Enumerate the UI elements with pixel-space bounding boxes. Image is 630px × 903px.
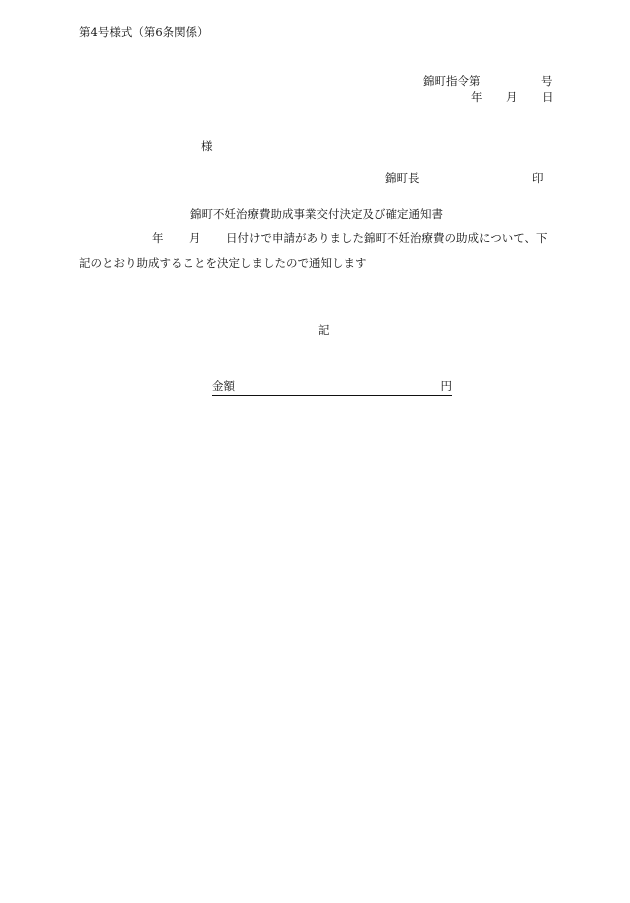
body-text-line-2: 記のとおり助成することを決定しましたので通知します (79, 256, 367, 270)
amount-unit: 円 (440, 379, 452, 393)
date-month: 月 (506, 90, 518, 104)
reference-suffix: 号 (541, 74, 553, 88)
date-year: 年 (471, 90, 483, 104)
issuer-name: 錦町長 (385, 171, 420, 185)
seal-mark: 印 (532, 171, 544, 185)
reference-prefix: 錦町指令第 (423, 74, 481, 88)
document-title: 錦町不妊治療費助成事業交付決定及び確定通知書 (190, 207, 443, 221)
amount-label: 金額 (212, 379, 235, 393)
form-number: 第4号様式（第6条関係） (79, 25, 209, 39)
body-year: 年 (152, 231, 164, 245)
addressee-suffix: 様 (201, 139, 213, 153)
body-text-line-1: 日付けで申請がありました錦町不妊治療費の助成について、下 (226, 231, 548, 245)
body-month: 月 (189, 231, 201, 245)
ki-heading: 記 (318, 323, 330, 337)
date-day: 日 (542, 90, 554, 104)
amount-line (212, 381, 452, 396)
